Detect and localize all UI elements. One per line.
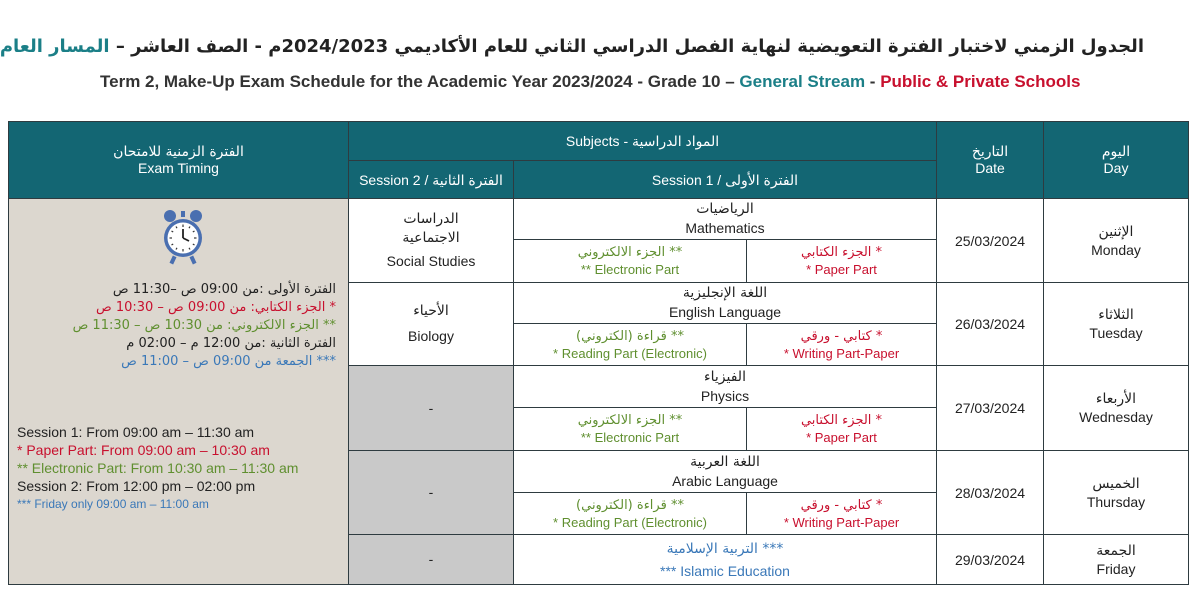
day-cell: الخميس Thursday bbox=[1044, 451, 1189, 535]
date-cell: 25/03/2024 bbox=[937, 199, 1044, 283]
title-en-sep: - bbox=[865, 72, 881, 91]
date-cell: 26/03/2024 bbox=[937, 283, 1044, 366]
session2-biology: الأحياء Biology bbox=[349, 283, 514, 366]
title-en-main: Term 2, Make-Up Exam Schedule for the Academic Year 2023/2024 - Grade 10 – bbox=[100, 72, 740, 91]
header-session-2: Session 2 / الفترة الثانية bbox=[349, 161, 514, 199]
title-arabic bbox=[0, 36, 1144, 57]
reading-part-cell: ** قراءة (الكتروني) * Reading Part (Electronic) bbox=[514, 493, 747, 535]
day-cell: الثلاثاء Tuesday bbox=[1044, 283, 1189, 366]
session2-empty: - bbox=[349, 535, 514, 585]
timing-arabic: الفترة الأولى :من 09:00 ص –11:30 ص * الجزء الكتابي: من 09:00 ص – 10:30 ص ** الجزء الالكتروني: من 10:30 ص – 11:30 ص الفترة الثانية :من 12:00 م – 02:00 م *** الجمعة من 09:00 ص – 11:00 ص bbox=[72, 282, 336, 369]
electronic-part-cell: ** الجزء الالكتروني ** Electronic Part bbox=[514, 240, 747, 283]
session2-empty: - bbox=[349, 451, 514, 535]
header-exam-timing: الفترة الزمنية للامتحان Exam Timing bbox=[9, 122, 349, 199]
session1-arabic: اللغة العربية Arabic Language bbox=[514, 451, 937, 493]
paper-part-cell: * الجزء الكتابي * Paper Part bbox=[747, 240, 937, 283]
exam-schedule-table bbox=[8, 121, 1189, 585]
day-cell: الجمعة Friday bbox=[1044, 535, 1189, 585]
day-cell: الأربعاء Wednesday bbox=[1044, 366, 1189, 451]
reading-part-cell: ** قراءة (الكتروني) * Reading Part (Electronic) bbox=[514, 324, 747, 366]
exam-timing-panel bbox=[9, 199, 349, 585]
title-en-stream: General Stream bbox=[739, 72, 866, 91]
date-cell: 27/03/2024 bbox=[937, 366, 1044, 451]
title-ar-stream: المسار العام bbox=[0, 36, 110, 57]
day-cell: الإثنين Monday bbox=[1044, 199, 1189, 283]
header-day: اليوم Day bbox=[1044, 122, 1189, 199]
session1-physics: الفيزياء Physics bbox=[514, 366, 937, 408]
writing-part-cell: * كتابي - ورقي * Writing Part-Paper bbox=[747, 493, 937, 535]
title-english bbox=[100, 72, 1080, 92]
writing-part-cell: * كتابي - ورقي * Writing Part-Paper bbox=[747, 324, 937, 366]
title-ar-main: الجدول الزمني لاختبار الفترة التعويضية لنهاية الفصل الدراسي الثاني للعام الأكاديمي 2024/2023م - الصف العاشر – bbox=[109, 36, 1144, 57]
session1-islamic-education: *** التربية الإسلامية *** Islamic Education bbox=[514, 535, 937, 585]
title-en-schools: Public & Private Schools bbox=[880, 72, 1081, 91]
date-cell: 28/03/2024 bbox=[937, 451, 1044, 535]
timing-english: Session 1: From 09:00 am – 11:30 am * Paper Part: From 09:00 am – 10:30 am ** Electronic Part: From 10:30 am – 11:30 am Session 2: From 12:00 pm – 02:00 pm *** Friday only 09:00 am – 11:00 am bbox=[17, 424, 299, 511]
session1-mathematics: الرياضيات Mathematics bbox=[514, 199, 937, 240]
session2-social-studies: الدراسات الاجتماعية Social Studies bbox=[349, 199, 514, 283]
alarm-clock-icon bbox=[161, 207, 205, 267]
electronic-part-cell: ** الجزء الالكتروني ** Electronic Part bbox=[514, 408, 747, 451]
date-cell: 29/03/2024 bbox=[937, 535, 1044, 585]
header-date: التاريخ Date bbox=[937, 122, 1044, 199]
session2-empty: - bbox=[349, 366, 514, 451]
header-subjects: Subjects - المواد الدراسية bbox=[349, 122, 937, 161]
paper-part-cell: * الجزء الكتابي * Paper Part bbox=[747, 408, 937, 451]
header-session-1: Session 1 / الفترة الأولى bbox=[514, 161, 937, 199]
session1-english: اللغة الإنجليزية English Language bbox=[514, 283, 937, 324]
